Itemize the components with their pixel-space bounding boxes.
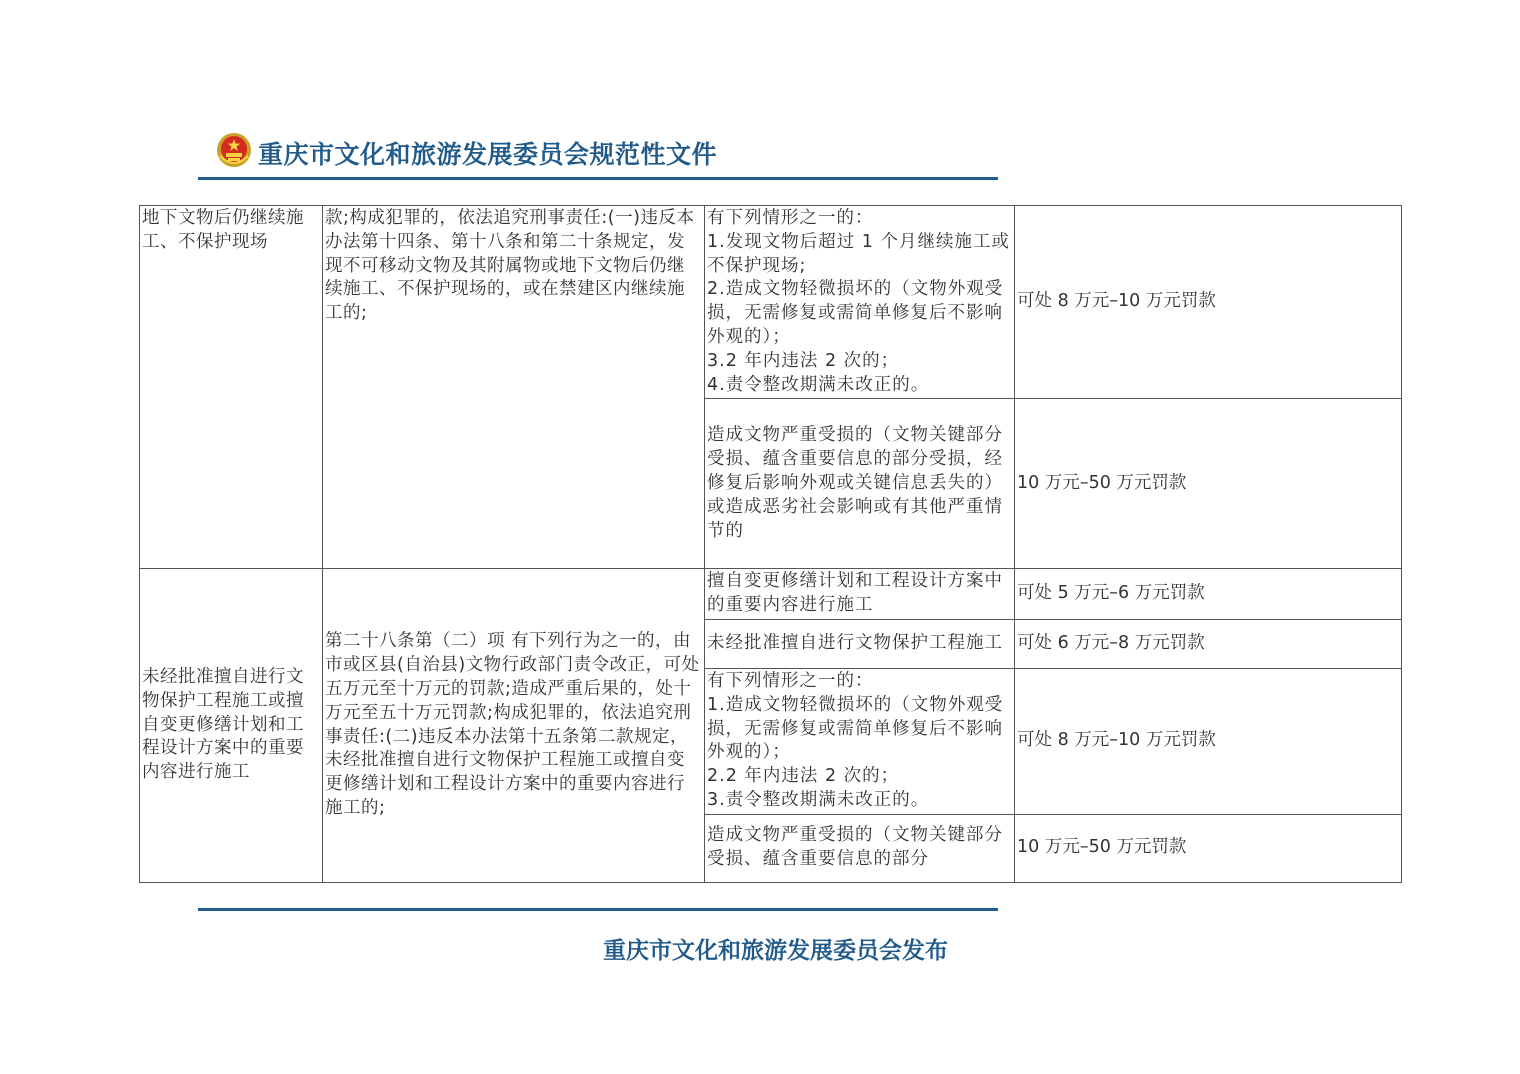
- penalty-standards-table: [139, 205, 1402, 883]
- footer-divider: [198, 908, 998, 911]
- condition-cell: 造成文物严重受损的（文物关键部分受损、蕴含重要信息的部分受损，经修复后影响外观或关键信息丢失的）或造成恶劣社会影响或有其他严重情节的: [705, 399, 1015, 569]
- condition-cell: 有下列情形之一的： 1.发现文物后超过 1 个月继续施工或不保护现场; 2.造成文物轻微损坏的（文物外观受损，无需修复或需简单修复后不影响外观的）； 3.2 年内违法 2 次的； 4.责令整改期满未改正的。: [705, 206, 1015, 399]
- penalty-cell: 10 万元–50 万元罚款: [1015, 399, 1402, 569]
- table-row: [140, 569, 1402, 620]
- legal-basis-cell: 款;构成犯罪的，依法追究刑事责任:(一)违反本办法第十四条、第十八条和第二十条规定，发现不可移动文物及其附属物或地下文物后仍继续施工、不保护现场的，或在禁建区内继续施工的;: [323, 206, 705, 569]
- penalty-cell: 可处 8 万元–10 万元罚款: [1015, 668, 1402, 814]
- penalty-cell: 可处 6 万元–8 万元罚款: [1015, 619, 1402, 668]
- condition-cell: 未经批准擅自进行文物保护工程施工: [705, 619, 1015, 668]
- header-divider: [198, 177, 998, 180]
- penalty-cell: 可处 8 万元–10 万元罚款: [1015, 206, 1402, 399]
- table-row: [140, 206, 1402, 399]
- penalty-cell: 10 万元–50 万元罚款: [1015, 814, 1402, 882]
- national-emblem-icon: [216, 132, 252, 168]
- legal-basis-cell: 第二十八条第（二）项 有下列行为之一的，由市或区县(自治县)文物行政部门责令改正，可处五万元至十万元的罚款;造成严重后果的，处十万元至五十万元罚款;构成犯罪的，依法追究刑事责任:(二)违反本办法第十五条第二款规定，未经批准擅自进行文物保护工程施工或擅自变更修缮计划和工程设计方案中的重要内容进行施工的;: [323, 569, 705, 882]
- condition-cell: 造成文物严重受损的（文物关键部分受损、蕴含重要信息的部分: [705, 814, 1015, 882]
- document-header-title: 重庆市文化和旅游发展委员会规范性文件: [258, 140, 718, 169]
- condition-cell: 有下列情形之一的： 1.造成文物轻微损坏的（文物外观受损，无需修复或需简单修复后不影响外观的）； 2.2 年内违法 2 次的； 3.责令整改期满未改正的。: [705, 668, 1015, 814]
- condition-cell: 擅自变更修缮计划和工程设计方案中的重要内容进行施工: [705, 569, 1015, 620]
- violation-cell: 地下文物后仍继续施工、不保护现场: [140, 206, 323, 569]
- violation-cell: 未经批准擅自进行文物保护工程施工或擅自变更修缮计划和工程设计方案中的重要内容进行施工: [140, 569, 323, 882]
- publisher-line: 重庆市文化和旅游发展委员会发布: [603, 937, 948, 964]
- penalty-cell: 可处 5 万元–6 万元罚款: [1015, 569, 1402, 620]
